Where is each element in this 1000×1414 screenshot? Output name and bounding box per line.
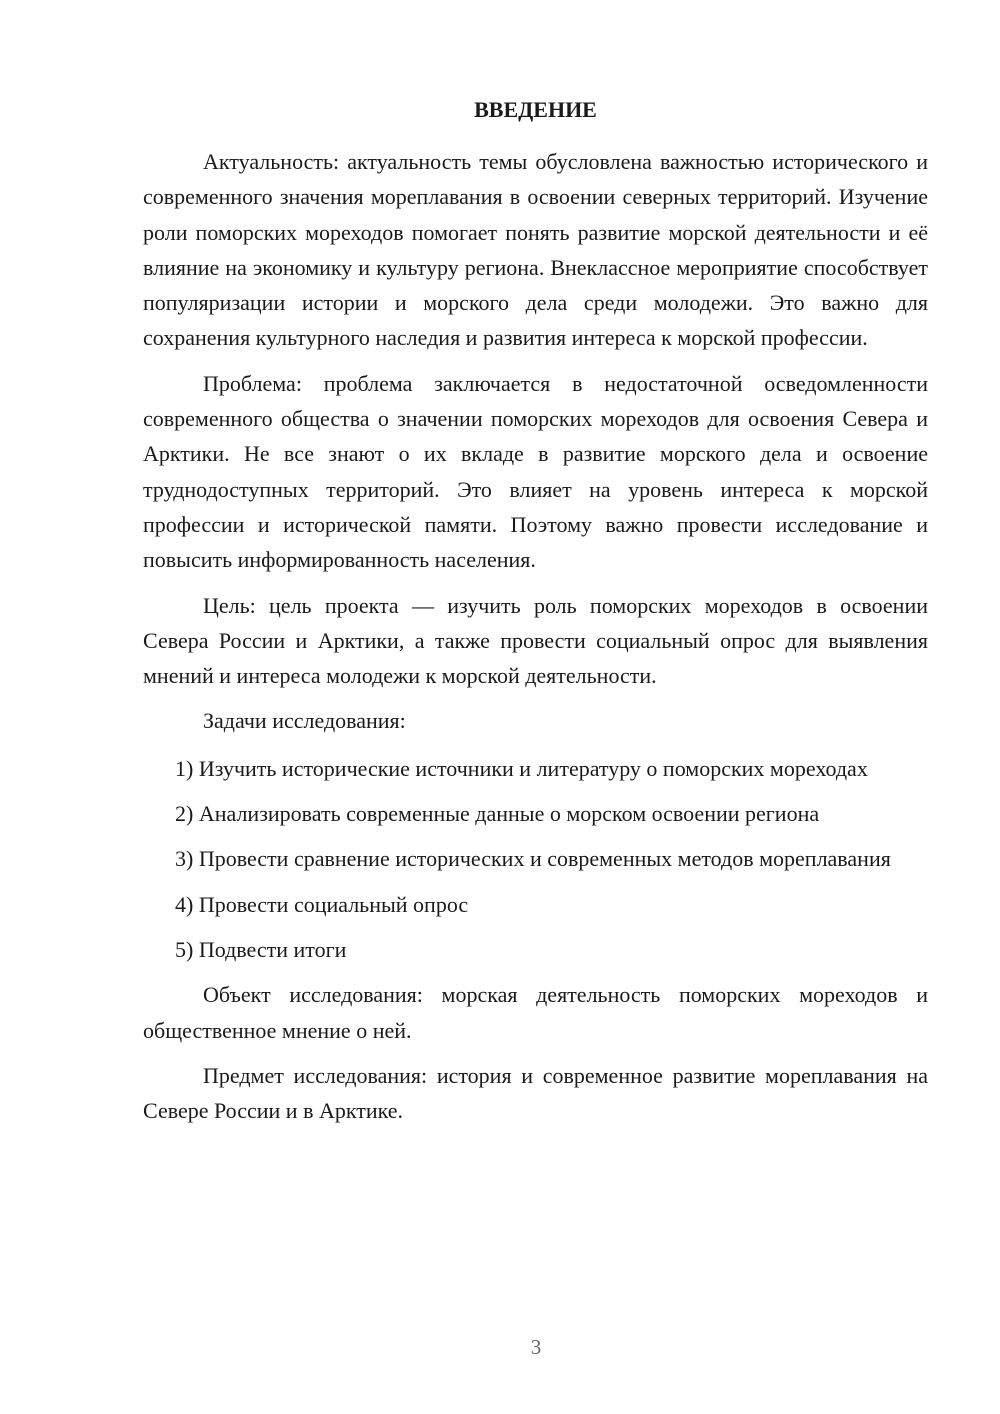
page-title: ВВЕДЕНИЕ: [474, 97, 597, 122]
tasks-title: Задачи исследования:: [203, 708, 406, 734]
goal-paragraph: Цель: цель проекта — изучить роль поморских мореходов в освоении Севера России и Арктики, а также провести социальный опрос для выявления мнений и интереса молодежи к морской деятельности.: [143, 592, 928, 689]
task-item-2: 2) Анализировать современные данные о морском освоении региона: [175, 801, 820, 827]
task-item-4: 4) Провести социальный опрос: [175, 891, 469, 917]
subject-paragraph: Предмет исследования: история и современное развитие мореплавания на Севере России и в Арктике.: [143, 1062, 928, 1124]
document-page: [143, 95, 928, 1128]
page-number: 3: [530, 1335, 542, 1359]
object-paragraph: Объект исследования: морская деятельность поморских мореходов и общественное мнение о ней.: [143, 982, 928, 1043]
task-item-5: 5) Подвести итоги: [175, 936, 347, 962]
relevance-paragraph: Актуальность: актуальность темы обусловлена важностью исторического и современного значения мореплавания в освоении северных территорий. Изучение роли поморских мореходов помогает понять развитие морской деятельности и её влияние на экономику и культуру региона. Внеклассное мероприятие способствует популяризации истории и морского дела среди молодежи. Это важно для сохранения культурного наследия и развития интереса к морской профессии.: [143, 149, 928, 351]
problem-paragraph: Проблема: проблема заключается в недостаточной осведомленности современного общества о значении поморских мореходов для освоения Севера и Арктики. Не все знают о их вкладе в развитие морского дела и освоение труднодоступных территорий. Это влияет на уровень интереса к морской профессии и исторической памяти. Поэтому важно провести исследование и повысить информированность населения.: [143, 370, 928, 573]
task-item-1: 1) Изучить исторические источники и литературу о поморских мореходах: [175, 755, 868, 781]
task-item-3: 3) Провести сравнение исторических и современных методов мореплавания: [175, 846, 891, 872]
